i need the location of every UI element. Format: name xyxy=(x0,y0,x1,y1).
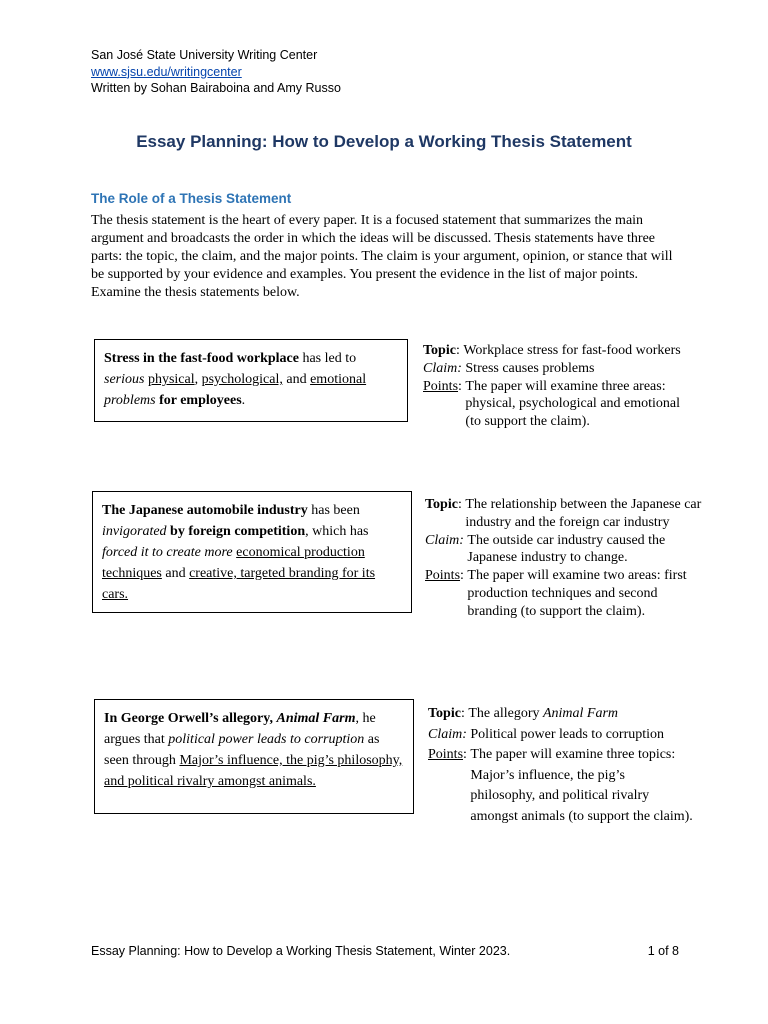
topic-label: Topic xyxy=(428,706,461,721)
claim-text: Political power leads to corruption xyxy=(470,726,665,742)
writing-center-link[interactable]: www.sjsu.edu/writingcenter xyxy=(91,64,242,79)
points-text: The paper will examine three topics: Major’s influence, the pig’s philosophy, and political rivalry amongst animals (to support the claim). xyxy=(470,747,693,824)
topic-text: Workplace stress for fast-food workers xyxy=(463,343,681,358)
points-label: Points xyxy=(425,568,461,584)
page-footer xyxy=(91,944,679,958)
claim-text: The outside car industry caused the Japanese industry to change. xyxy=(467,532,666,566)
thesis-example-box-1: Stress in the fast-food workplace has led to serious physical, psychological, and emotional problems for employees. xyxy=(94,339,408,422)
section-heading: The Role of a Thesis Statement xyxy=(91,191,292,206)
topic-text: The allegory Animal Farm xyxy=(468,706,619,721)
thesis-breakdown-1: Topic : Workplace stress for fast-food workers Claim: Stress causes problems Points : The paper will examine three areas: physical, psychological and emotional (to support the claim). xyxy=(423,342,693,431)
points-text: The paper will examine three areas: physical, psychological and emotional (to support the claim). xyxy=(465,378,681,430)
page-number: 1 of 8 xyxy=(647,944,679,958)
footer-text: Essay Planning: How to Develop a Working Thesis Statement, Winter 2023. xyxy=(91,944,511,958)
topic-label: Topic xyxy=(423,343,456,358)
points-label: Points xyxy=(423,378,459,394)
thesis-example-box-3: In George Orwell’s allegory, Animal Farm, he argues that political power leads to corruption as seen through Major’s influence, the pig’s philosophy, and political rivalry amongst animals. xyxy=(94,699,414,814)
document-header xyxy=(91,47,341,97)
page-title: Essay Planning: How to Develop a Working Thesis Statement xyxy=(136,132,632,151)
claim-label: Claim: xyxy=(425,532,464,548)
claim-text: Stress causes problems xyxy=(465,360,595,376)
thesis-breakdown-2: Topic : The relationship between the Japanese car industry and the foreign car industry Claim: The outside car industry caused the Japanese industry to change. Points : The paper will examine two areas: first production techniques and second branding (to support the claim). xyxy=(425,496,710,621)
topic-label: Topic xyxy=(425,497,458,512)
claim-label: Claim: xyxy=(428,726,467,742)
thesis-breakdown-3: Topic : The allegory Animal Farm Claim: Political power leads to corruption Points : The paper will examine three topics: Major’s influence, the pig’s philosophy, and political rivalry amongst animals (to support the claim). xyxy=(428,704,693,828)
section-body: The thesis statement is the heart of every paper. It is a focused statement that summarizes the main argument and broadcasts the order in which the ideas will be discussed. Thesis statements have three parts: the topic, the claim, and the major points. The claim is your argument, opinion, or stance that will be supported by your evidence and examples. You present the evidence in the list of major points. Examine the thesis statements below. xyxy=(91,213,673,300)
org-name: San José State University Writing Center xyxy=(91,48,318,62)
points-label: Points xyxy=(428,747,464,763)
thesis-example-box-2: The Japanese automobile industry has been invigorated by foreign competition, which has forced it to create more economical production techniques and creative, targeted branding for its cars. xyxy=(92,491,412,613)
claim-label: Claim: xyxy=(423,360,462,376)
topic-text: The relationship between the Japanese car industry and the foreign car industry xyxy=(465,497,702,530)
authors-line: Written by Sohan Bairaboina and Amy Russo xyxy=(91,81,341,95)
points-text: The paper will examine two areas: first production techniques and second branding (to support the claim). xyxy=(467,568,687,619)
